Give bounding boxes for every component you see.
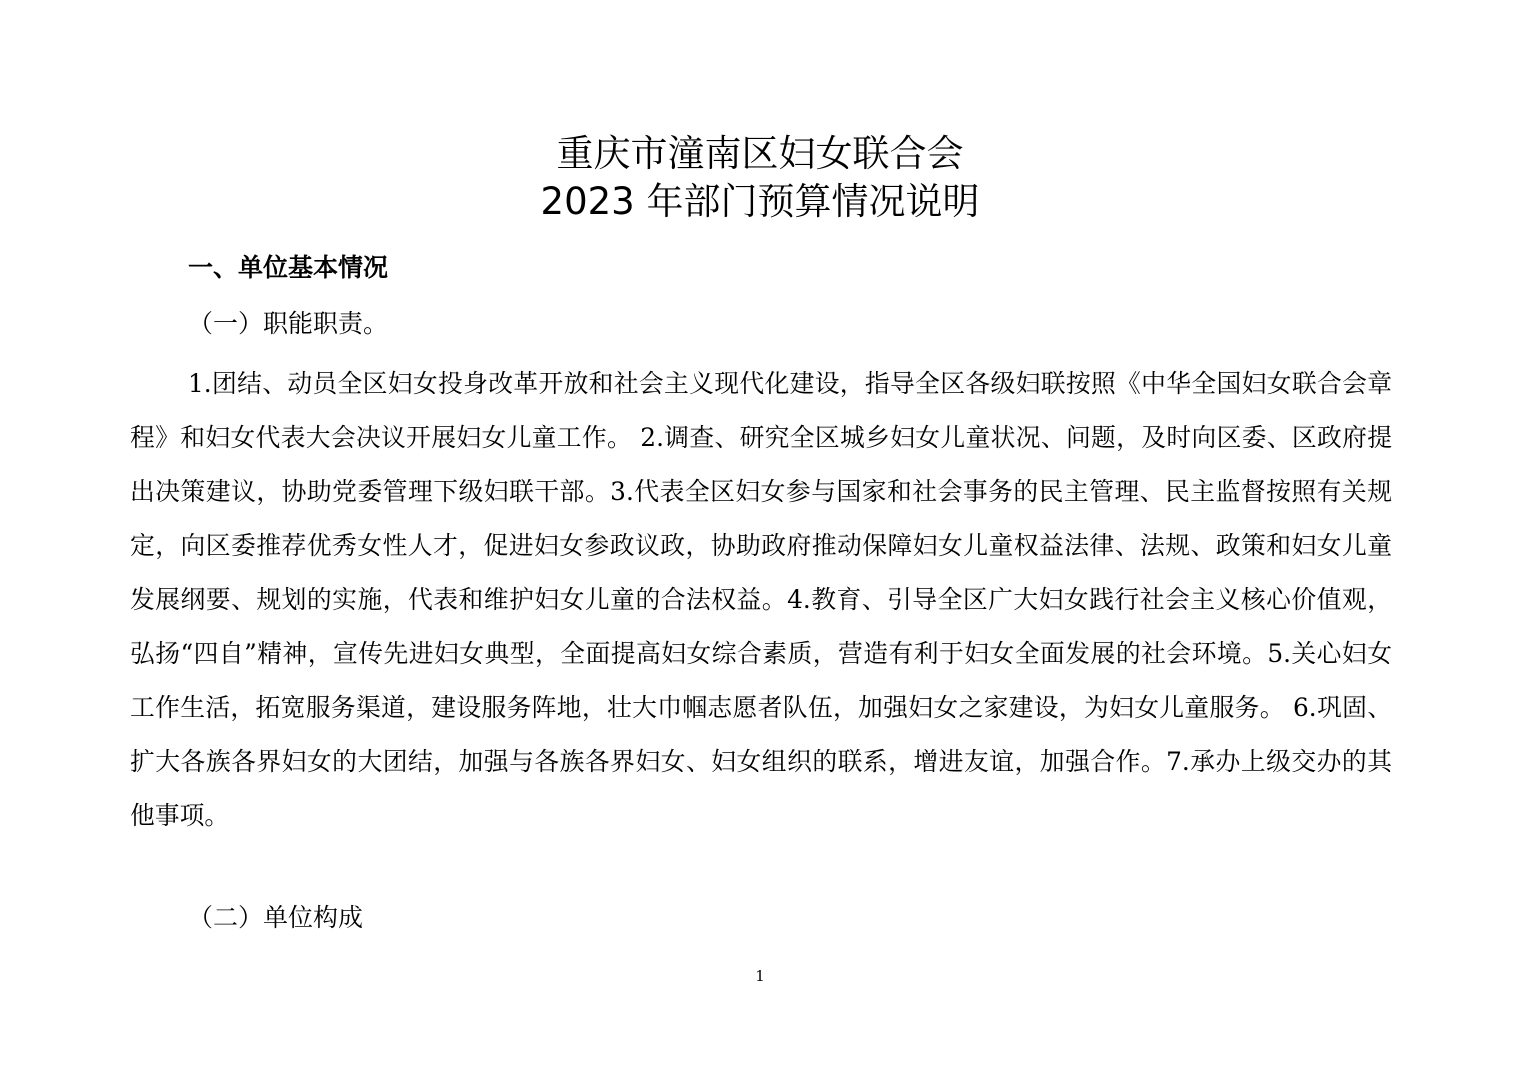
title-line-subject: 2023 年部门预算情况说明 [540, 180, 980, 223]
document-title [0, 130, 1520, 226]
subsection-heading-duties: （一）职能职责。 [188, 309, 389, 338]
duties-paragraph: 1.团结、动员全区妇女投身改革开放和社会主义现代化建设，指导全区各级妇联按照《中华全国妇女联合会章程》和妇女代表大会决议开展妇女儿童工作。 2.调查、研究全区城乡妇女儿童状况、问题，及时向区委、区政府提出决策建议，协助党委管理下级妇联干部。3.代表全区妇女参与国家和社会事务的民主管理、民主监督按照有关规定，向区委推荐优秀女性人才，促进妇女参政议政，协助政府推动保障妇女儿童权益法律、法规、政策和妇女儿童发展纲要、规划的实施，代表和维护妇女儿童的合法权益。4.教育、引导全区广大妇女践行社会主义核心价值观，弘扬“四自”精神，宣传先进妇女典型，全面提高妇女综合素质，营造有利于妇女全面发展的社会环境。5.关心妇女工作生活，拓宽服务渠道，建设服务阵地，壮大巾帼志愿者队伍，加强妇女之家建设，为妇女儿童服务。 6.巩固、扩大各族各界妇女的大团结，加强与各族各界妇女、妇女组织的联系，增进友谊，加强合作。7.承办上级交办的其他事项。 [130, 369, 1392, 830]
subsection-heading-composition: （二）单位构成 [188, 903, 364, 932]
page-number: 1 [755, 967, 765, 985]
section-heading-basic-info: 一、单位基本情况 [188, 253, 389, 282]
title-line-organization: 重庆市潼南区妇女联合会 [556, 132, 964, 175]
